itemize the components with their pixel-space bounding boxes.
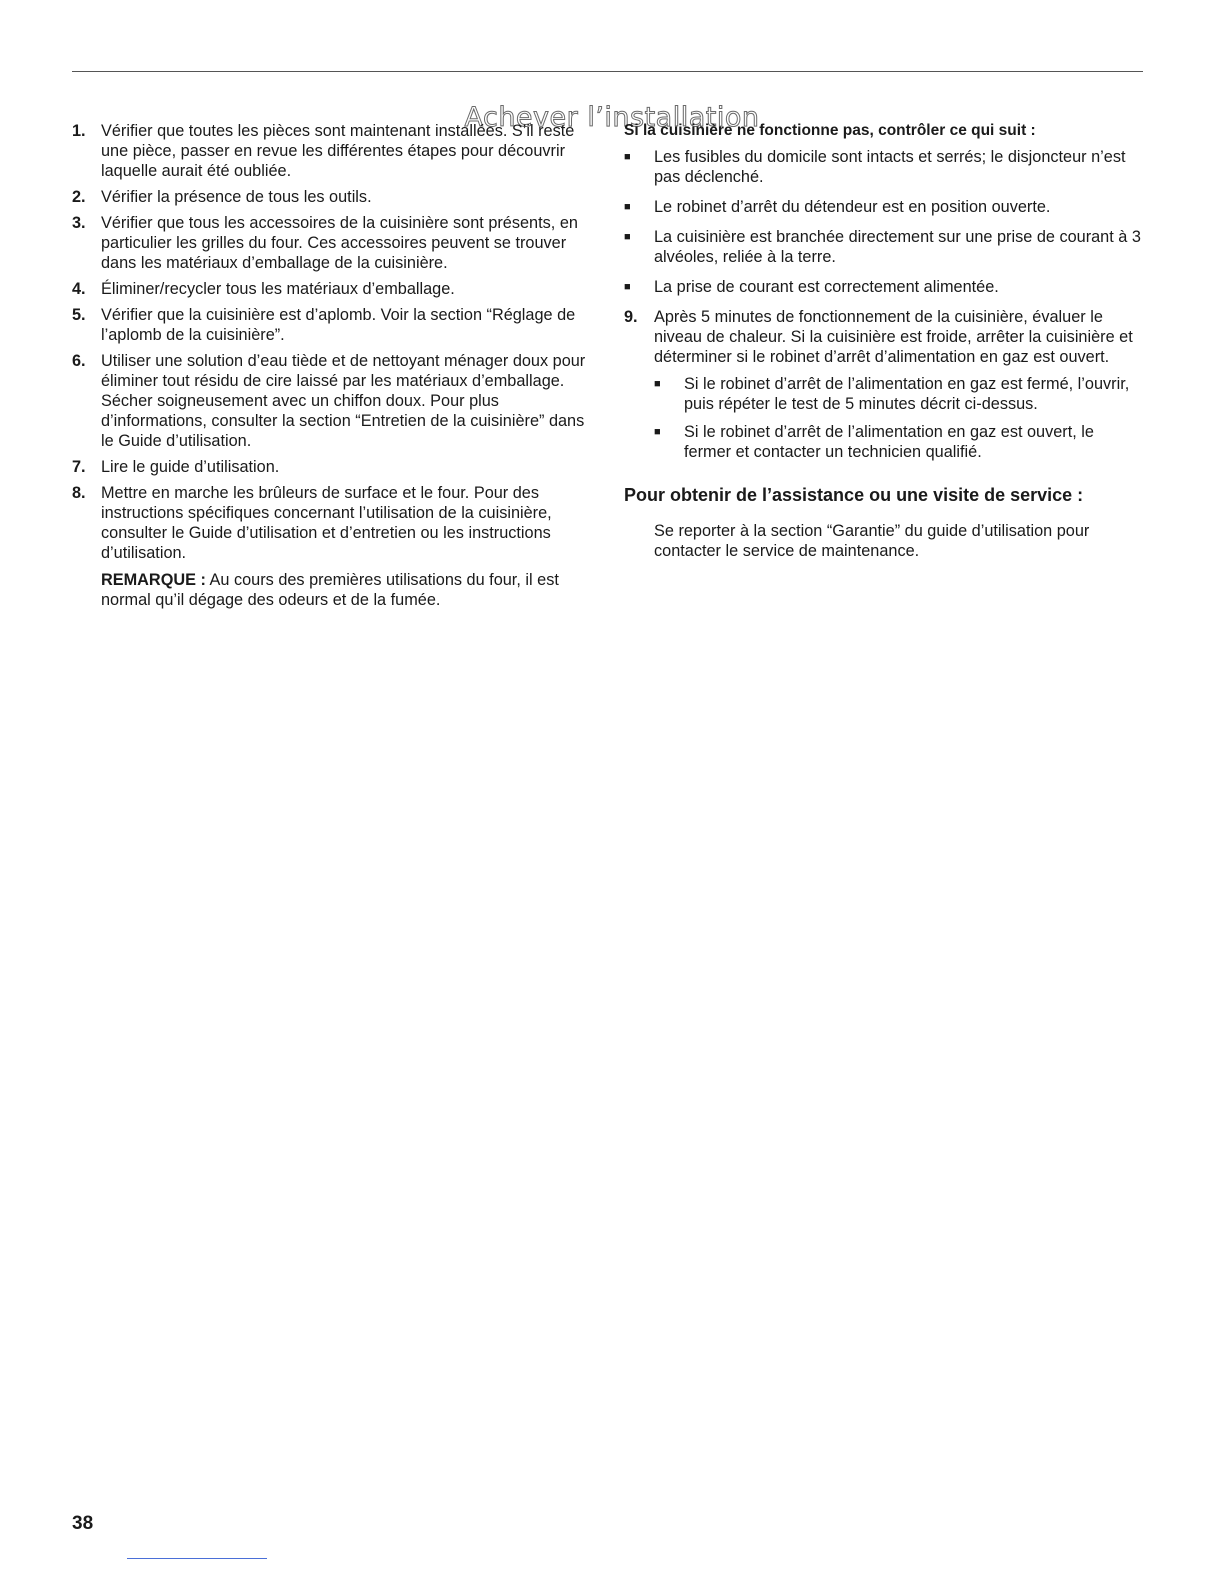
bullet-icon: ■ bbox=[624, 231, 631, 243]
top-rule bbox=[72, 71, 1143, 72]
left-column bbox=[72, 121, 592, 616]
sub-list-item bbox=[654, 422, 1144, 462]
item-text: Lire le guide d’utilisation. bbox=[101, 458, 280, 476]
bullet-icon: ■ bbox=[654, 426, 661, 438]
item-text: Si le robinet d’arrêt de l’alimentation en gaz est ouvert, le fermer et contacter un technicien qualifié. bbox=[684, 423, 1094, 461]
list-item bbox=[72, 213, 592, 273]
item-number: 5. bbox=[72, 306, 86, 324]
list-item bbox=[624, 227, 1144, 267]
item-number: 2. bbox=[72, 188, 86, 206]
remark-label: REMARQUE : bbox=[101, 571, 206, 589]
item-text: La prise de courant est correctement alimentée. bbox=[654, 278, 999, 296]
list-item bbox=[72, 279, 592, 299]
list-item bbox=[624, 277, 1144, 297]
service-text: Se reporter à la section “Garantie” du guide d’utilisation pour contacter le service de maintenance. bbox=[654, 521, 1090, 560]
item-number: 1. bbox=[72, 122, 86, 140]
page-title: Achever l’installation bbox=[464, 102, 760, 134]
item-text: Vérifier que tous les accessoires de la cuisinière sont présents, en particulier les grilles du four. Ces accessoires peuvent se trouver dans les matériaux d’emballage de la cuisinière. bbox=[101, 214, 578, 272]
item-number: 4. bbox=[72, 280, 86, 298]
sub-list bbox=[654, 374, 1144, 462]
item-number: 8. bbox=[72, 484, 86, 502]
list-item bbox=[624, 147, 1144, 187]
item-number: 6. bbox=[72, 352, 86, 370]
item-text: La cuisinière est branchée directement sur une prise de courant à 3 alvéoles, reliée à la terre. bbox=[654, 228, 1141, 266]
bullet-icon: ■ bbox=[624, 201, 631, 213]
list-item bbox=[72, 483, 592, 610]
list-item bbox=[72, 305, 592, 345]
item-body bbox=[654, 307, 1144, 470]
item-text: Après 5 minutes de fonctionnement de la cuisinière, évaluer le niveau de chaleur. Si la cuisinière est froide, arrêter la cuisinière et déterminer si le robinet d’arrêt d’alimentation en gaz est ouvert. bbox=[654, 308, 1133, 366]
item-number: 7. bbox=[72, 458, 86, 476]
bottom-link-line bbox=[127, 1558, 267, 1559]
list-item bbox=[624, 197, 1144, 217]
item-text: Vérifier que toutes les pièces sont maintenant installées. S’il reste une pièce, passer en revue les différentes étapes pour découvrir laquelle aurait été oubliée. bbox=[101, 122, 575, 180]
item-body bbox=[101, 483, 592, 610]
list-item bbox=[72, 351, 592, 451]
troubleshooting-heading: Si la cuisinière ne fonctionne pas, contrôler ce qui suit : bbox=[624, 122, 1036, 139]
list-item bbox=[72, 457, 592, 477]
item-text: Mettre en marche les brûleurs de surface et le four. Pour des instructions spécifiques concernant l’utilisation de la cuisinière, consulter le Guide d’utilisation et d’entretien ou les instructions d’utilisation. bbox=[101, 484, 552, 562]
list-item bbox=[72, 187, 592, 207]
item-text: Vérifier la présence de tous les outils. bbox=[101, 188, 372, 206]
service-heading: Pour obtenir de l’assistance ou une visite de service : bbox=[624, 485, 1084, 505]
remark-text: Au cours des premières utilisations du four, il est normal qu’il dégage des odeurs et de la fumée. bbox=[101, 571, 559, 609]
item-text: Le robinet d’arrêt du détendeur est en position ouverte. bbox=[654, 198, 1051, 216]
item-number: 3. bbox=[72, 214, 86, 232]
bullet-icon: ■ bbox=[654, 378, 661, 390]
item-text: Si le robinet d’arrêt de l’alimentation en gaz est fermé, l’ouvrir, puis répéter le test de 5 minutes décrit ci-dessus. bbox=[684, 375, 1130, 413]
list-item bbox=[72, 121, 592, 181]
item-text: Utiliser une solution d’eau tiède et de nettoyant ménager doux pour éliminer tout résidu de cire laissé par les matériaux d’emballage. Sécher soigneusement avec un chiffon doux. Pour plus d’informations, consulter la section “Entretien de la cuisinière” dans le Guide d’utilisation. bbox=[101, 352, 586, 450]
remark bbox=[101, 570, 592, 610]
bullet-icon: ■ bbox=[624, 151, 631, 163]
right-column bbox=[624, 121, 1144, 561]
page-number: 38 bbox=[72, 1513, 94, 1534]
item-text: Éliminer/recycler tous les matériaux d’emballage. bbox=[101, 280, 455, 298]
list-item bbox=[624, 307, 1144, 470]
item-text: Vérifier que la cuisinière est d’aplomb. Voir la section “Réglage de l’aplomb de la cuisinière”. bbox=[101, 306, 576, 344]
bullet-icon: ■ bbox=[624, 281, 631, 293]
item-number: 9. bbox=[624, 308, 638, 326]
item-text: Les fusibles du domicile sont intacts et serrés; le disjoncteur n’est pas déclenché. bbox=[654, 148, 1126, 186]
sub-list-item bbox=[654, 374, 1144, 414]
